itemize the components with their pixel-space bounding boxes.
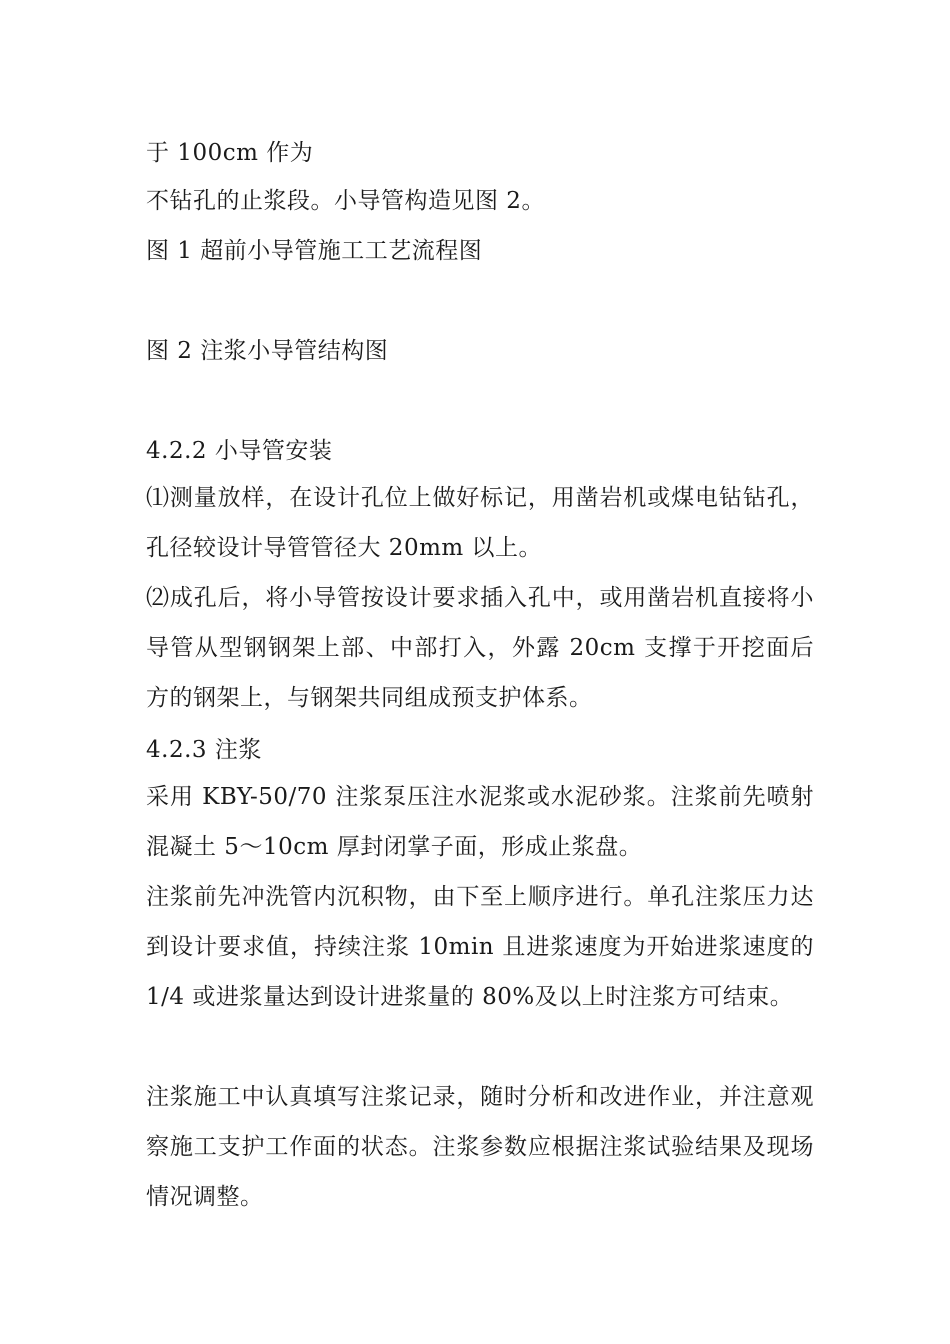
paragraph: 注浆前先冲洗管内沉积物，由下至上顺序进行。单孔注浆压力达到设计要求值，持续注浆 10min 且进浆速度为开始进浆速度的 1/4 或进浆量达到设计进浆量的 80%及以上时注浆方可结束。 <box>146 884 814 1010</box>
paragraph: ⑴测量放样，在设计孔位上做好标记，用凿岩机或煤电钻钻孔，孔径较设计导管管径大 20mm 以上。 <box>146 485 814 561</box>
paragraph: 注浆施工中认真填写注浆记录，随时分析和改进作业，并注意观察施工支护工作面的状态。注浆参数应根据注浆试验结果及现场情况调整。 <box>146 1084 814 1210</box>
section-heading-4-2-3: 4.2.3 注浆 <box>146 737 262 763</box>
paragraph: ⑵成孔后，将小导管按设计要求插入孔中，或用凿岩机直接将小导管从型钢钢架上部、中部打入，外露 20cm 支撑于开挖面后方的钢架上，与钢架共同组成预支护体系。 <box>146 585 814 711</box>
figure-1-caption: 图 1 超前小导管施工工艺流程图 <box>146 238 483 264</box>
text-line: 不钻孔的止浆段。小导管构造见图 2。 <box>146 188 545 214</box>
paragraph: 采用 KBY-50/70 注浆泵压注水泥浆或水泥砂浆。注浆前先喷射混凝土 5～10cm 厚封闭掌子面，形成止浆盘。 <box>146 784 814 860</box>
section-heading-4-2-2: 4.2.2 小导管安装 <box>146 438 333 464</box>
figure-2-caption: 图 2 注浆小导管结构图 <box>146 338 389 364</box>
text-line: 于 100cm 作为 <box>146 140 314 166</box>
